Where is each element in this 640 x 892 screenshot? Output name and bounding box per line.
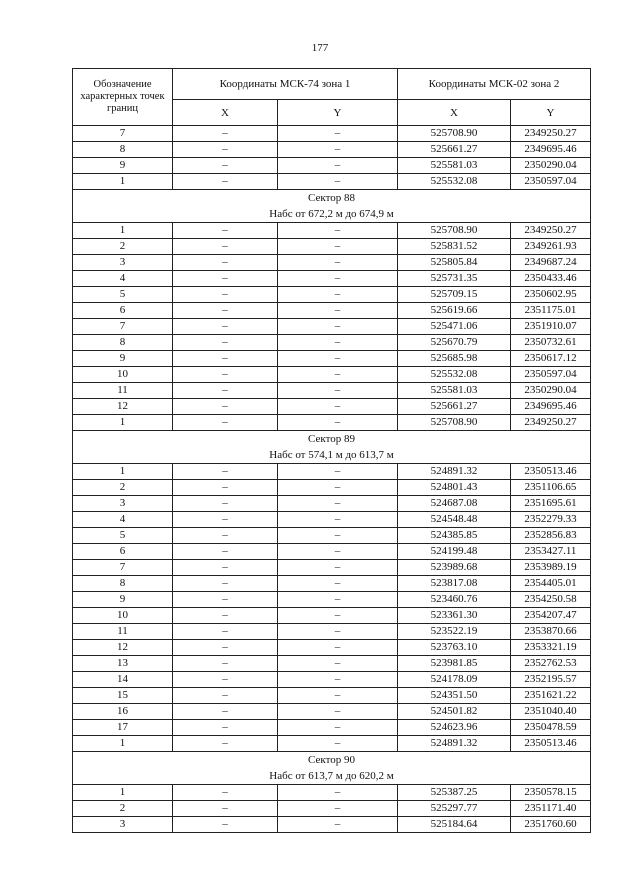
msk02-x-cell: 525670.79 <box>398 335 511 351</box>
msk02-y-cell: 2353321.19 <box>511 640 591 656</box>
msk02-y-cell: 2351760.60 <box>511 817 591 833</box>
msk74-y-cell: – <box>278 287 398 303</box>
msk74-x-cell: – <box>173 142 278 158</box>
point-number-cell: 2 <box>73 801 173 817</box>
table-row <box>73 688 591 704</box>
msk74-y-cell: – <box>278 415 398 431</box>
msk74-y-cell: – <box>278 736 398 752</box>
msk02-y-cell: 2350513.46 <box>511 464 591 480</box>
msk02-x-cell: 524199.48 <box>398 544 511 560</box>
table-row <box>73 335 591 351</box>
header-msk02-x: X <box>398 100 511 126</box>
table-row <box>73 512 591 528</box>
msk74-y-cell: – <box>278 656 398 672</box>
msk02-x-cell: 525685.98 <box>398 351 511 367</box>
sector-subtitle: Набс от 672,2 м до 674,9 м <box>269 208 394 220</box>
msk74-x-cell: – <box>173 319 278 335</box>
msk02-y-cell: 2349695.46 <box>511 399 591 415</box>
msk02-y-cell: 2351175.01 <box>511 303 591 319</box>
sector-heading-cell <box>73 431 591 464</box>
msk02-y-cell: 2350617.12 <box>511 351 591 367</box>
point-number-cell: 1 <box>73 174 173 190</box>
msk74-x-cell: – <box>173 528 278 544</box>
point-number-cell: 3 <box>73 817 173 833</box>
msk02-x-cell: 523817.08 <box>398 576 511 592</box>
msk74-x-cell: – <box>173 174 278 190</box>
point-number-cell: 8 <box>73 335 173 351</box>
msk74-y-cell: – <box>278 817 398 833</box>
sector-heading-cell <box>73 190 591 223</box>
msk74-x-cell: – <box>173 672 278 688</box>
point-number-cell: 14 <box>73 672 173 688</box>
table-row <box>73 319 591 335</box>
msk02-y-cell: 2350597.04 <box>511 367 591 383</box>
point-number-cell: 15 <box>73 688 173 704</box>
msk02-x-cell: 525831.52 <box>398 239 511 255</box>
msk02-x-cell: 524548.48 <box>398 512 511 528</box>
table-row <box>73 640 591 656</box>
header-msk02-zone2: Координаты МСК-02 зона 2 <box>398 69 591 100</box>
page-number: 177 <box>311 42 329 54</box>
msk02-x-cell: 523361.30 <box>398 608 511 624</box>
msk74-x-cell: – <box>173 576 278 592</box>
table-row <box>73 223 591 239</box>
point-number-cell: 8 <box>73 142 173 158</box>
table-row <box>73 672 591 688</box>
msk74-y-cell: – <box>278 223 398 239</box>
msk02-y-cell: 2350290.04 <box>511 158 591 174</box>
msk02-x-cell: 525581.03 <box>398 383 511 399</box>
msk02-y-cell: 2350732.61 <box>511 335 591 351</box>
point-number-cell: 7 <box>73 126 173 142</box>
msk02-x-cell: 525619.66 <box>398 303 511 319</box>
msk02-x-cell: 524891.32 <box>398 736 511 752</box>
table-row <box>73 496 591 512</box>
sector-subtitle: Набс от 613,7 м до 620,2 м <box>269 770 394 782</box>
msk74-y-cell: – <box>278 704 398 720</box>
sector-heading <box>73 431 591 464</box>
point-number-cell: 11 <box>73 624 173 640</box>
table-row <box>73 544 591 560</box>
point-number-cell: 7 <box>73 560 173 576</box>
msk02-x-cell: 523522.19 <box>398 624 511 640</box>
msk02-y-cell: 2350290.04 <box>511 383 591 399</box>
point-number-cell: 4 <box>73 512 173 528</box>
msk02-y-cell: 2350513.46 <box>511 736 591 752</box>
msk74-y-cell: – <box>278 367 398 383</box>
msk74-x-cell: – <box>173 512 278 528</box>
point-number-cell: 9 <box>73 158 173 174</box>
msk74-y-cell: – <box>278 239 398 255</box>
point-number-cell: 6 <box>73 544 173 560</box>
msk74-y-cell: – <box>278 174 398 190</box>
msk74-y-cell: – <box>278 158 398 174</box>
msk74-y-cell: – <box>278 335 398 351</box>
sector-subtitle: Набс от 574,1 м до 613,7 м <box>269 449 394 461</box>
table-row <box>73 785 591 801</box>
msk74-y-cell: – <box>278 720 398 736</box>
msk02-y-cell: 2354250.58 <box>511 592 591 608</box>
msk02-y-cell: 2350602.95 <box>511 287 591 303</box>
point-number-cell: 11 <box>73 383 173 399</box>
point-number-cell: 6 <box>73 303 173 319</box>
header-point-designation: Обозначение характерных точек границ <box>73 69 173 126</box>
msk74-x-cell: – <box>173 415 278 431</box>
point-number-cell: 7 <box>73 319 173 335</box>
msk74-y-cell: – <box>278 640 398 656</box>
table-row <box>73 158 591 174</box>
table-row <box>73 576 591 592</box>
point-number-cell: 1 <box>73 464 173 480</box>
msk74-x-cell: – <box>173 656 278 672</box>
msk74-x-cell: – <box>173 544 278 560</box>
msk02-y-cell: 2352195.57 <box>511 672 591 688</box>
msk02-y-cell: 2349250.27 <box>511 415 591 431</box>
msk02-y-cell: 2352856.83 <box>511 528 591 544</box>
msk02-x-cell: 525184.64 <box>398 817 511 833</box>
msk74-y-cell: – <box>278 801 398 817</box>
msk74-x-cell: – <box>173 351 278 367</box>
msk74-x-cell: – <box>173 704 278 720</box>
table-row <box>73 656 591 672</box>
msk74-y-cell: – <box>278 560 398 576</box>
point-number-cell: 10 <box>73 608 173 624</box>
msk74-y-cell: – <box>278 624 398 640</box>
sector-heading <box>73 752 591 785</box>
table-row <box>73 736 591 752</box>
msk02-x-cell: 524501.82 <box>398 704 511 720</box>
msk02-x-cell: 523989.68 <box>398 560 511 576</box>
header-msk74-x: X <box>173 100 278 126</box>
point-number-cell: 2 <box>73 480 173 496</box>
msk02-x-cell: 525709.15 <box>398 287 511 303</box>
msk74-y-cell: – <box>278 142 398 158</box>
msk74-y-cell: – <box>278 303 398 319</box>
msk74-x-cell: – <box>173 255 278 271</box>
msk02-x-cell: 525581.03 <box>398 158 511 174</box>
msk74-y-cell: – <box>278 576 398 592</box>
point-number-cell: 1 <box>73 223 173 239</box>
msk02-x-cell: 525805.84 <box>398 255 511 271</box>
msk02-x-cell: 525708.90 <box>398 223 511 239</box>
msk74-x-cell: – <box>173 271 278 287</box>
msk02-y-cell: 2351106.65 <box>511 480 591 496</box>
msk02-x-cell: 525471.06 <box>398 319 511 335</box>
msk74-x-cell: – <box>173 720 278 736</box>
msk02-x-cell: 523460.76 <box>398 592 511 608</box>
msk74-x-cell: – <box>173 223 278 239</box>
table-row <box>73 399 591 415</box>
msk74-x-cell: – <box>173 785 278 801</box>
table-row <box>73 560 591 576</box>
msk74-y-cell: – <box>278 271 398 287</box>
msk02-x-cell: 524801.43 <box>398 480 511 496</box>
msk74-y-cell: – <box>278 351 398 367</box>
msk02-x-cell: 525532.08 <box>398 174 511 190</box>
msk74-y-cell: – <box>278 496 398 512</box>
point-number-cell: 13 <box>73 656 173 672</box>
coordinates-table <box>72 68 591 833</box>
msk02-x-cell: 525731.35 <box>398 271 511 287</box>
msk74-x-cell: – <box>173 496 278 512</box>
msk02-y-cell: 2350433.46 <box>511 271 591 287</box>
msk74-x-cell: – <box>173 239 278 255</box>
point-number-cell: 12 <box>73 399 173 415</box>
msk74-x-cell: – <box>173 624 278 640</box>
msk74-x-cell: – <box>173 592 278 608</box>
table-row <box>73 528 591 544</box>
msk02-x-cell: 524178.09 <box>398 672 511 688</box>
msk74-x-cell: – <box>173 480 278 496</box>
msk02-y-cell: 2350578.15 <box>511 785 591 801</box>
table-row <box>73 239 591 255</box>
msk02-x-cell: 523763.10 <box>398 640 511 656</box>
msk02-y-cell: 2350597.04 <box>511 174 591 190</box>
msk02-y-cell: 2349687.24 <box>511 255 591 271</box>
msk02-y-cell: 2349261.93 <box>511 239 591 255</box>
msk74-x-cell: – <box>173 817 278 833</box>
msk02-x-cell: 525661.27 <box>398 399 511 415</box>
msk02-y-cell: 2351040.40 <box>511 704 591 720</box>
msk74-x-cell: – <box>173 335 278 351</box>
table-row <box>73 464 591 480</box>
msk74-y-cell: – <box>278 464 398 480</box>
msk02-y-cell: 2350478.59 <box>511 720 591 736</box>
msk74-x-cell: – <box>173 158 278 174</box>
table-row <box>73 624 591 640</box>
header-msk74-y: Y <box>278 100 398 126</box>
msk02-y-cell: 2352762.53 <box>511 656 591 672</box>
table-row <box>73 415 591 431</box>
msk74-y-cell: – <box>278 592 398 608</box>
table-row <box>73 367 591 383</box>
point-number-cell: 9 <box>73 592 173 608</box>
msk74-y-cell: – <box>278 512 398 528</box>
point-number-cell: 5 <box>73 528 173 544</box>
point-number-cell: 10 <box>73 367 173 383</box>
sector-heading-cell <box>73 752 591 785</box>
table-row <box>73 608 591 624</box>
msk02-x-cell: 523981.85 <box>398 656 511 672</box>
header-msk74-zone1: Координаты МСК-74 зона 1 <box>173 69 398 100</box>
msk74-x-cell: – <box>173 287 278 303</box>
table-header <box>73 69 591 126</box>
sector-title: Сектор 90 <box>308 754 355 766</box>
table-row <box>73 255 591 271</box>
msk74-y-cell: – <box>278 399 398 415</box>
msk74-y-cell: – <box>278 480 398 496</box>
msk02-x-cell: 525387.25 <box>398 785 511 801</box>
msk74-x-cell: – <box>173 736 278 752</box>
msk74-y-cell: – <box>278 544 398 560</box>
msk74-y-cell: – <box>278 672 398 688</box>
table-row <box>73 480 591 496</box>
msk74-x-cell: – <box>173 640 278 656</box>
table-row <box>73 383 591 399</box>
header-msk02-y: Y <box>511 100 591 126</box>
msk74-x-cell: – <box>173 688 278 704</box>
msk74-y-cell: – <box>278 785 398 801</box>
table-row <box>73 126 591 142</box>
point-number-cell: 4 <box>73 271 173 287</box>
table-row <box>73 592 591 608</box>
msk02-y-cell: 2349695.46 <box>511 142 591 158</box>
msk74-y-cell: – <box>278 126 398 142</box>
point-number-cell: 1 <box>73 415 173 431</box>
point-number-cell: 5 <box>73 287 173 303</box>
msk02-x-cell: 525297.77 <box>398 801 511 817</box>
table-body <box>73 126 591 833</box>
msk74-x-cell: – <box>173 801 278 817</box>
msk02-x-cell: 524891.32 <box>398 464 511 480</box>
point-number-cell: 9 <box>73 351 173 367</box>
msk74-x-cell: – <box>173 303 278 319</box>
msk02-y-cell: 2353989.19 <box>511 560 591 576</box>
point-number-cell: 8 <box>73 576 173 592</box>
msk02-x-cell: 524385.85 <box>398 528 511 544</box>
sector-title: Сектор 88 <box>308 192 355 204</box>
msk02-y-cell: 2354405.01 <box>511 576 591 592</box>
msk02-y-cell: 2352279.33 <box>511 512 591 528</box>
point-number-cell: 1 <box>73 736 173 752</box>
msk02-y-cell: 2349250.27 <box>511 223 591 239</box>
msk02-x-cell: 525708.90 <box>398 415 511 431</box>
msk02-y-cell: 2353870.66 <box>511 624 591 640</box>
msk74-x-cell: – <box>173 399 278 415</box>
msk02-y-cell: 2349250.27 <box>511 126 591 142</box>
msk74-y-cell: – <box>278 383 398 399</box>
msk74-y-cell: – <box>278 319 398 335</box>
point-number-cell: 1 <box>73 785 173 801</box>
msk02-y-cell: 2351621.22 <box>511 688 591 704</box>
sector-heading <box>73 190 591 223</box>
msk02-x-cell: 525708.90 <box>398 126 511 142</box>
table-row <box>73 817 591 833</box>
msk02-y-cell: 2351910.07 <box>511 319 591 335</box>
table-row <box>73 303 591 319</box>
table-row <box>73 704 591 720</box>
msk02-y-cell: 2351171.40 <box>511 801 591 817</box>
msk02-x-cell: 524623.96 <box>398 720 511 736</box>
msk02-x-cell: 524687.08 <box>398 496 511 512</box>
msk74-x-cell: – <box>173 367 278 383</box>
msk02-x-cell: 525532.08 <box>398 367 511 383</box>
table-row <box>73 287 591 303</box>
table-row <box>73 271 591 287</box>
msk02-y-cell: 2353427.11 <box>511 544 591 560</box>
msk74-y-cell: – <box>278 528 398 544</box>
msk02-x-cell: 525661.27 <box>398 142 511 158</box>
sector-title: Сектор 89 <box>308 433 355 445</box>
table-row <box>73 351 591 367</box>
point-number-cell: 2 <box>73 239 173 255</box>
table-row <box>73 801 591 817</box>
msk74-y-cell: – <box>278 688 398 704</box>
msk02-x-cell: 524351.50 <box>398 688 511 704</box>
point-number-cell: 12 <box>73 640 173 656</box>
table-row <box>73 174 591 190</box>
msk74-y-cell: – <box>278 608 398 624</box>
msk74-x-cell: – <box>173 383 278 399</box>
msk02-y-cell: 2351695.61 <box>511 496 591 512</box>
msk74-x-cell: – <box>173 608 278 624</box>
table-row <box>73 720 591 736</box>
msk74-x-cell: – <box>173 464 278 480</box>
msk74-x-cell: – <box>173 126 278 142</box>
point-number-cell: 17 <box>73 720 173 736</box>
point-number-cell: 16 <box>73 704 173 720</box>
table-row <box>73 142 591 158</box>
point-number-cell: 3 <box>73 496 173 512</box>
msk02-y-cell: 2354207.47 <box>511 608 591 624</box>
point-number-cell: 3 <box>73 255 173 271</box>
msk74-x-cell: – <box>173 560 278 576</box>
msk74-y-cell: – <box>278 255 398 271</box>
